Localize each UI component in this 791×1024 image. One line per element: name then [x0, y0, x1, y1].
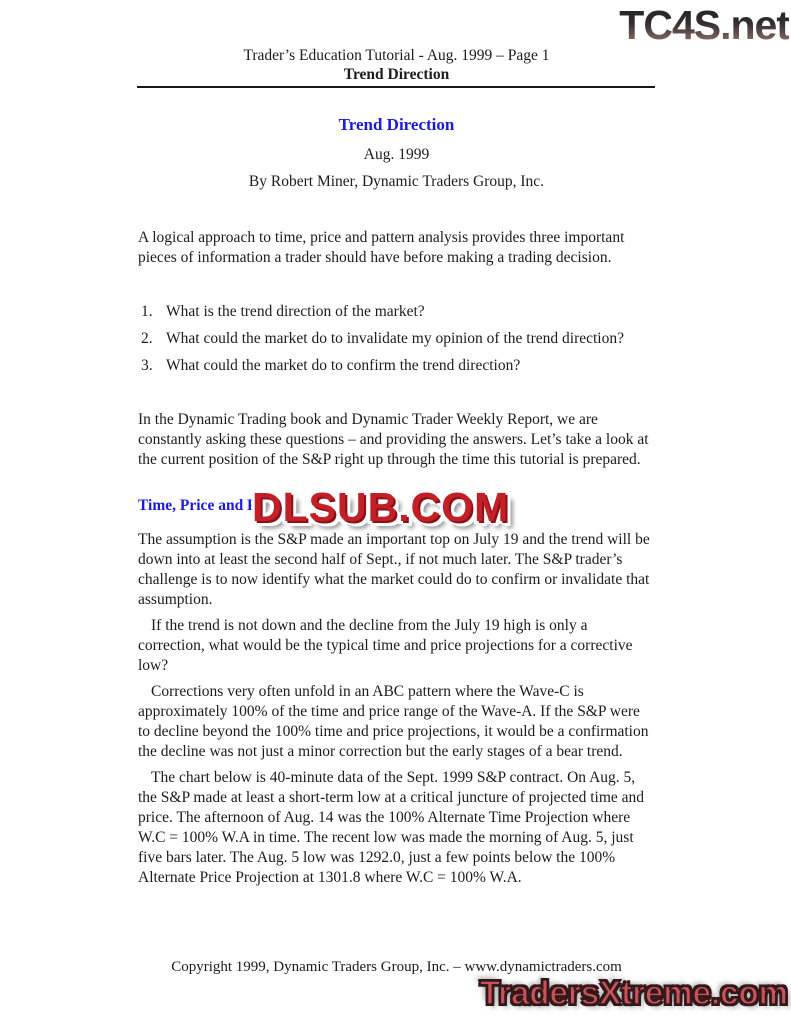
paragraph-dynamic-trading: In the Dynamic Trading book and Dynamic Trader Weekly Report, we are constantly asking these questions – and providing the answers. Let’s take a look at the current position of the S&P right up through the time this tutorial is prepared. — [138, 411, 649, 468]
section-heading: Time, Price and P — [138, 497, 257, 514]
paragraph-if-trend: If the trend is not down and the decline from the July 19 high is only a correction, what would be the typical time and price projections for a corrective low? — [138, 617, 633, 674]
list-item-number: 1. — [141, 303, 153, 320]
list-item — [138, 356, 655, 376]
paragraph-chart: The chart below is 40-minute data of the Sept. 1999 S&P contract. On Aug. 5, the S&P made at least a short-term low at a critical juncture of projected time and price. The afternoon of Aug. 14 was the 100% Alternate Time Projection where W.C = 100% W.A in time. The recent low was made the morning of Aug. 5, just five bars later. The Aug. 5 low was 1292.0, just a few points below the 100% Alternate Price Projection at 1301.8 where W.C = 100% W.A. — [138, 769, 645, 886]
paragraph-corrections: Corrections very often unfold in an ABC pattern where the Wave-C is approximately 100% of the time and price range of the Wave-A. If the S&P were to decline beyond the 100% time and price projections, it would be a confirmation the decline was not just a minor correction but the early stages of a bear trend. — [138, 683, 649, 760]
article-title: Trend Direction — [338, 115, 455, 134]
paragraph-assumption: The assumption is the S&P made an important top on July 19 and the trend will be down into at least the second half of Sept., if not much later. The S&P trader’s challenge is to now identify what the market could do to confirm or invalidate that assumption. — [138, 531, 650, 608]
list-item-text: What could the market do to confirm the trend direction? — [166, 357, 521, 374]
article-byline: By Robert Miner, Dynamic Traders Group, Inc. — [248, 173, 545, 190]
list-item — [138, 302, 655, 322]
list-item-text: What could the market do to invalidate my opinion of the trend direction? — [166, 330, 624, 347]
list-item-number: 2. — [141, 330, 153, 347]
header-tutorial-line: Trader’s Education Tutorial - Aug. 1999 – Page 1 — [243, 47, 550, 64]
tradersxtreme-logo: TradersXtreme.com — [479, 974, 788, 1011]
list-item-text: What is the trend direction of the market? — [166, 303, 425, 320]
page-header — [138, 46, 655, 84]
paragraph-intro: A logical approach to time, price and pattern analysis provides three important pieces of information a trader should have before making a trading decision. — [138, 229, 625, 266]
footer-copyright: Copyright 1999, Dynamic Traders Group, Inc. – www.dynamictraders.com — [171, 959, 622, 975]
header-trend-direction: Trend Direction — [343, 66, 450, 83]
list-item — [138, 329, 655, 349]
article-date: Aug. 1999 — [363, 146, 430, 163]
header-rule — [137, 86, 655, 88]
dlsub-watermark: DLSUB.COM — [252, 484, 510, 530]
tc4s-logo: TC4S.net — [619, 2, 789, 48]
questions-list — [138, 302, 655, 383]
list-item-number: 3. — [141, 357, 153, 374]
